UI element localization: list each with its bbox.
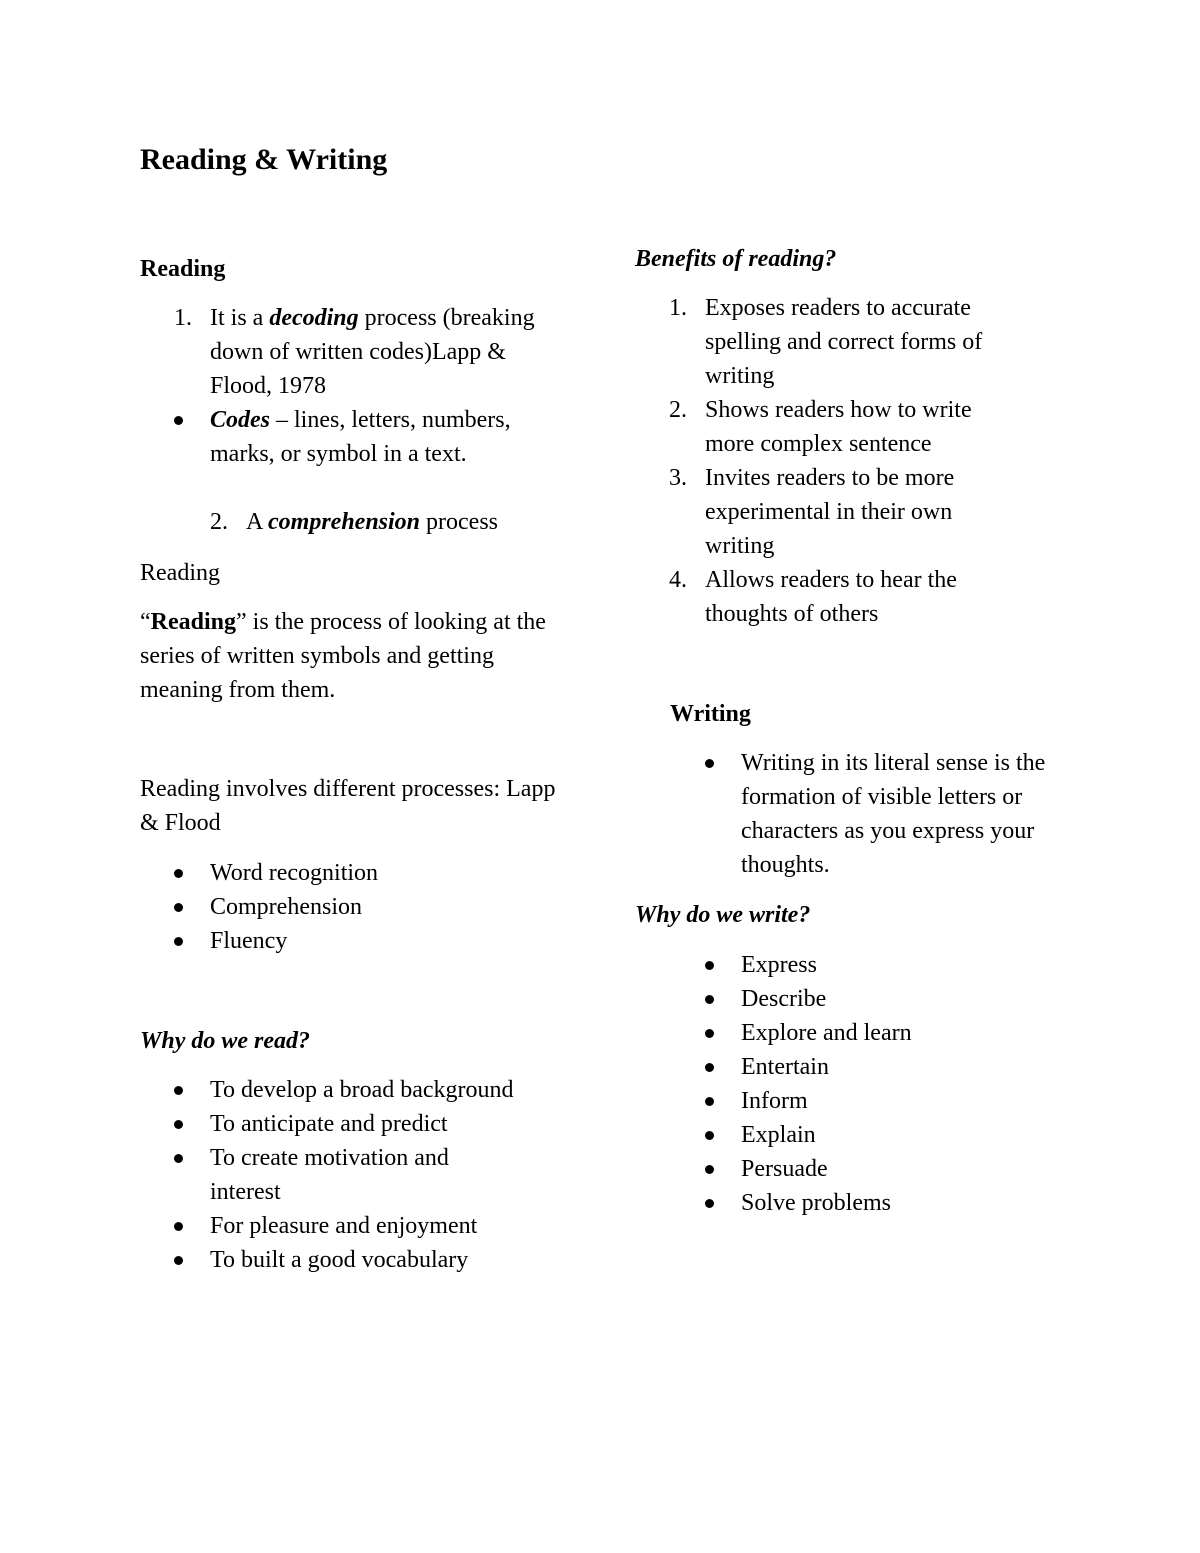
bullet-icon [174,1086,183,1095]
codes-term: Codes [210,407,270,433]
bullet-icon [705,995,714,1004]
list-item: 3. Invites readers to be more experimental in their own writing [705,461,1045,563]
reading-subheading: Reading [140,560,220,586]
item-text-post: process [420,509,499,535]
bullet-icon [174,937,183,946]
list-item: 4. Allows readers to hear the thoughts of others [705,563,1045,631]
definition-text: ” is the process of looking at the series of written symbols and getting meaning from them. [140,609,546,703]
list-number: 2. [669,397,687,423]
why-read-list [210,1073,570,1277]
list-item: Solve problems [741,1186,1061,1220]
item-text-post: process (breaking down of written codes)Lapp & Flood, 1978 [210,305,535,399]
bullet-icon [705,961,714,970]
list-item: To built a good vocabulary [210,1243,570,1277]
bullet-icon [705,1029,714,1038]
bullet-icon [705,759,714,768]
writing-heading: Writing [670,701,751,727]
writing-definition-text: Writing in its literal sense is the formation of visible letters or characters as you express your thoughts. [741,750,1046,878]
decoding-term: decoding [269,305,359,331]
why-read-heading: Why do we read? [140,1028,310,1054]
list-item: Explain [741,1118,1061,1152]
list-item: Inform [741,1084,1061,1118]
bullet-icon [174,1222,183,1231]
list-item: Express [741,948,1061,982]
list-item: To anticipate and predict [210,1107,570,1141]
list-item: To create motivation and interest [210,1141,570,1209]
list-number: 1. [669,295,687,321]
list-item: To develop a broad background [210,1073,570,1107]
list-item: Entertain [741,1050,1061,1084]
bullet-icon [705,1131,714,1140]
bullet-icon [705,1165,714,1174]
list-number: 3. [669,465,687,491]
list-item: Word recognition [210,856,570,890]
bullet-icon [174,1154,183,1163]
item-text-pre: A [246,509,269,535]
list-item: 1. Exposes readers to accurate spelling and correct forms of writing [705,291,1045,393]
comprehension-item [210,505,586,539]
why-write-list [741,948,1061,1220]
why-write-heading: Why do we write? [635,902,811,928]
decoding-item [174,301,540,403]
writing-definition [741,746,1071,882]
bullet-icon [174,1120,183,1129]
bullet-icon [174,416,183,425]
list-item: For pleasure and enjoyment [210,1209,570,1243]
list-item: 2. Shows readers how to write more complex sentence [705,393,1045,461]
comprehension-term: comprehension [268,509,421,535]
codes-definition: – lines, letters, numbers, marks, or symbol in a text. [210,407,511,467]
bullet-icon [705,1199,714,1208]
list-number: 1. [174,305,192,331]
reading-term: Reading [150,609,237,635]
bullet-icon [174,903,183,912]
processes-list [210,856,570,958]
list-item: Explore and learn [741,1016,1061,1050]
reading-heading: Reading [140,256,226,282]
list-number: 2. [210,509,228,535]
list-item: Describe [741,982,1061,1016]
processes-intro: Reading involves different processes: Lapp & Flood [140,776,556,836]
open-quote: “ [140,609,151,635]
benefits-list [669,291,1045,631]
bullet-icon [174,869,183,878]
bullet-icon [705,1063,714,1072]
list-item: Fluency [210,924,570,958]
bullet-icon [705,1097,714,1106]
list-item: Persuade [741,1152,1061,1186]
list-number: 4. [669,567,687,593]
codes-item [210,403,570,471]
benefits-heading: Benefits of reading? [635,246,837,272]
bullet-icon [174,1256,183,1265]
page-title: Reading & Writing [140,143,388,176]
reading-definition [140,605,580,707]
item-text-pre: It is a [210,305,270,331]
list-item: Comprehension [210,890,570,924]
